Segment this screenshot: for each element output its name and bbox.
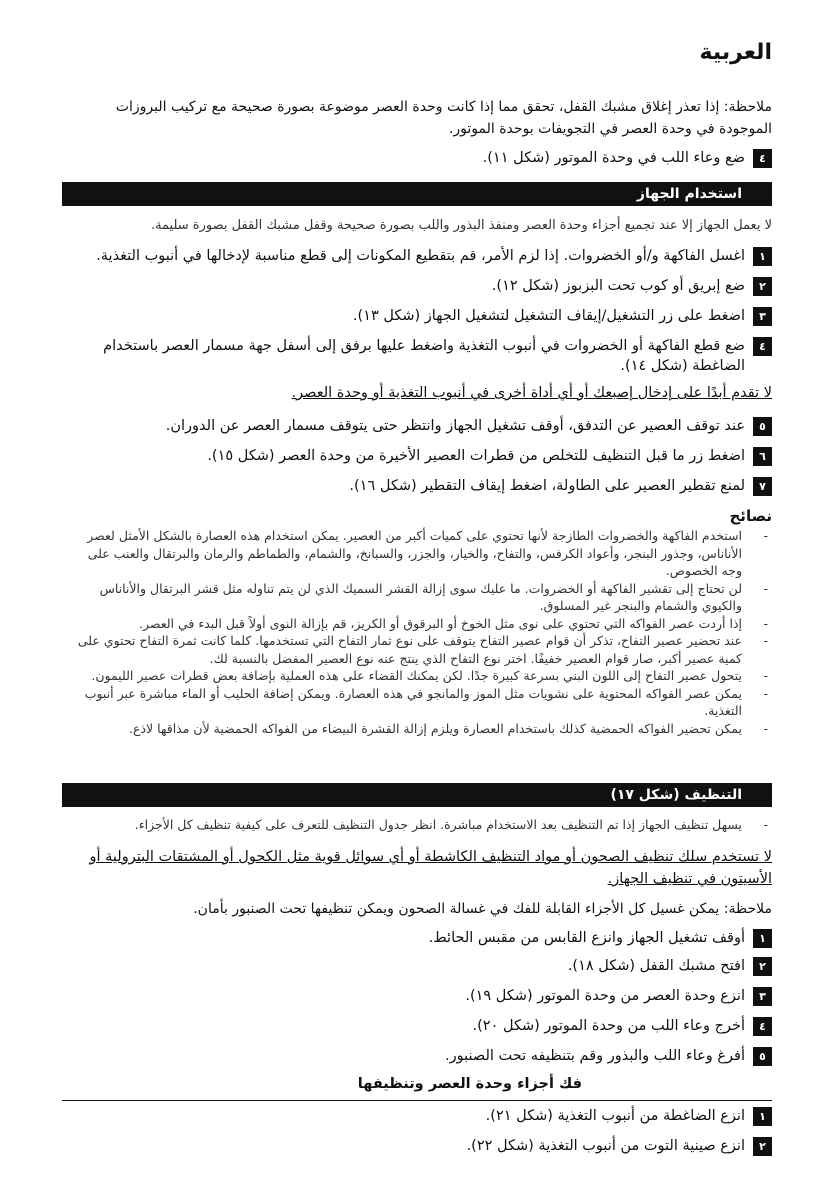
section-heading-use: استخدام الجهاز — [62, 182, 772, 206]
step-number: ٥ — [753, 417, 772, 436]
use-step-1 — [62, 246, 772, 266]
tip-item: - استخدم الفاكهة والخضروات الطازجة لأنها تحتوي على كميات أكبر من العصير. يمكن استخدام هذه العصارة بالشكل الأمثل لعصر الأناناس، وجذور البنجر، وأعواد الكرفس، والتفاح، والخيار، والجزر، والسبانخ، والشمام، والطماطم والرمان والبرتقال والعنب على وجه الخصوص. — [62, 527, 772, 580]
step-number: ٤ — [753, 1017, 772, 1036]
step-text: أوقف تشغيل الجهاز وانزع القابس من مقبس الحائط. — [428, 930, 745, 946]
tip-item: - عند تحضير عصير التفاح، تذكر أن قوام عصير التفاح يتوقف على نوع ثمار التفاح التي تستخدمها. كلما كانت ثمرة التفاح تحتوي على كمية عصير أكبر، صار قوام العصير خفيفًا. اختر نوع التفاح الذي ينتج عنه نوع العصير المفضل بالنسبة لك. — [62, 632, 772, 667]
use-step-4 — [62, 336, 772, 376]
step-text: افتح مشبك القفل (شكل ١٨). — [567, 958, 745, 974]
step-number: ٤ — [753, 337, 772, 356]
step-number: ٢ — [753, 277, 772, 296]
use-step-5 — [62, 416, 772, 436]
use-step-6 — [62, 446, 772, 466]
step-text: انزع صينية التوت من أنبوب التغذية (شكل ٢٢). — [466, 1138, 745, 1154]
tips-list — [62, 527, 772, 737]
step-number: ٣ — [753, 987, 772, 1006]
step-text: اضغط على زر التشغيل/إيقاف التشغيل لتشغيل الجهاز (شكل ١٣). — [352, 308, 745, 324]
use-intro: لا يعمل الجهاز إلا عند تجميع أجزاء وحدة العصر ومنفذ البذور واللب بصورة صحيحة وقفل مشبك القفل بصورة سليمة. — [150, 218, 772, 233]
step-number: ٣ — [753, 307, 772, 326]
step-text: اغسل الفاكهة و/أو الخضروات. إذا لزم الأمر، قم بتقطيع المكونات إلى قطع مناسبة لإدخالها في أنبوب التغذية. — [96, 248, 745, 264]
cleaning-warning: لا تستخدم سلك تنظيف الصحون أو مواد التنظيف الكاشطة أو أي سوائل قوية مثل الكحول أو المشتقات البترولية أو الأسيتون في تنظيف الجهاز. — [89, 849, 772, 887]
step-number: ٦ — [753, 447, 772, 466]
disassemble-step-1 — [62, 1106, 772, 1126]
step-text: ضع إبريق أو كوب تحت البزبوز (شكل ١٢). — [491, 278, 745, 294]
clean-step-5 — [62, 1046, 772, 1066]
clean-step-1 — [62, 928, 772, 948]
step-text: لمنع تقطير العصير على الطاولة، اضغط إيقاف التقطير (شكل ١٦). — [349, 478, 745, 494]
step-text: ضع وعاء اللب في وحدة الموتور (شكل ١١). — [482, 150, 745, 166]
tip-item: - يتحول عصير التفاح إلى اللون البني بسرعة كبيرة جدًا. لكن يمكنك القضاء على هذه العملية بإضافة بعض قطرات عصير الليمون. — [62, 667, 772, 685]
step-number: ٢ — [753, 1137, 772, 1156]
cleaning-intro-list — [62, 816, 772, 834]
step-number: ٢ — [753, 957, 772, 976]
divider — [62, 1100, 772, 1101]
step-place-pulp-container — [62, 148, 772, 168]
step-text: انزع الضاغطة من أنبوب التغذية (شكل ٢١). — [485, 1108, 745, 1124]
step-number: ١ — [753, 1107, 772, 1126]
tip-item: - يمكن تحضير الفواكه الحمضية كذلك باستخدام العصارة ويلزم إزالة القشرة البيضاء من الفواكه الحمضية لأن مذاقها لاذع. — [62, 720, 772, 738]
step-text: انزع وحدة العصر من وحدة الموتور (شكل ١٩). — [465, 988, 745, 1004]
use-step-3 — [62, 306, 772, 326]
use-step-7 — [62, 476, 772, 496]
clean-step-3 — [62, 986, 772, 1006]
section-heading-cleaning: التنظيف (شكل ١٧) — [62, 783, 772, 807]
disassembly-subheading: فك أجزاء وحدة العصر وتنظيفها — [357, 1076, 582, 1092]
step-text: اضغط زر ما قبل التنظيف للتخلص من قطرات العصير الأخيرة من وحدة العصر (شكل ١٥). — [207, 448, 745, 464]
clean-step-2 — [62, 956, 772, 976]
tip-item: - يمكن عصر الفواكه المحتوية على نشويات مثل الموز والمانجو في هذه العصارة. ويمكن إضافة الحليب أو الماء مباشرة عبر أنبوب التغذية. — [62, 685, 772, 720]
clean-step-4 — [62, 1016, 772, 1036]
step-number: ١ — [753, 929, 772, 948]
step-number: ٥ — [753, 1047, 772, 1066]
step-number: ٧ — [753, 477, 772, 496]
tip-item: - لن تحتاج إلى تقشير الفاكهة أو الخضروات. ما عليك سوى إزالة القشر السميك الذي لن يتم تناوله مثل قشر البرتقال والأناناس والكيوي والشمام والبنجر غير المسلوق. — [62, 580, 772, 615]
use-warning: لا تقدم أبدًا على إدخال إصبعك أو أي أداة أخرى في أنبوب التغذية أو وحدة العصر. — [291, 385, 772, 401]
use-step-2 — [62, 276, 772, 296]
tip-item: - إذا أردت عصر الفواكه التي تحتوي على نوى مثل الخوخ أو البرقوق أو الكريز، قم بإزالة النوى أولاً قبل البدء في العصر. — [62, 615, 772, 633]
step-text: عند توقف العصير عن التدفق، أوقف تشغيل الجهاز وانتظر حتى يتوقف مسمار العصر عن الدوران. — [165, 418, 745, 434]
tips-heading: نصائح — [729, 507, 772, 525]
lock-note: ملاحظة: إذا تعذر إغلاق مشبك القفل، تحقق مما إذا كانت وحدة العصر موضوعة بصورة صحيحة مع تركيب البروزات الموجودة في وحدة العصر في التجويفات بوحدة الموتور. — [115, 99, 772, 137]
disassemble-step-2 — [62, 1136, 772, 1156]
step-number: ١ — [753, 247, 772, 266]
step-text: أفرغ وعاء اللب والبذور وقم بتنظيفه تحت الصنبور. — [445, 1048, 745, 1064]
step-text: أخرج وعاء اللب من وحدة الموتور (شكل ٢٠). — [472, 1018, 745, 1034]
cleaning-note: ملاحظة: يمكن غسيل كل الأجزاء القابلة للفك في غسالة الصحون ويمكن تنظيفها تحت الصنبور بأمان. — [193, 901, 772, 917]
step-text: ضع قطع الفاكهة أو الخضروات في أنبوب التغذية واضغط عليها برفق إلى أسفل جهة مسمار العصر باستخدام الضاغطة (شكل ١٤). — [103, 338, 745, 374]
step-number: ٤ — [753, 149, 772, 168]
language-title: العربية — [699, 40, 772, 65]
cleaning-intro: - يسهل تنظيف الجهاز إذا تم التنظيف بعد الاستخدام مباشرة. انظر جدول التنظيف للتعرف على كيفية تنظيف كل الأجزاء. — [62, 816, 772, 834]
